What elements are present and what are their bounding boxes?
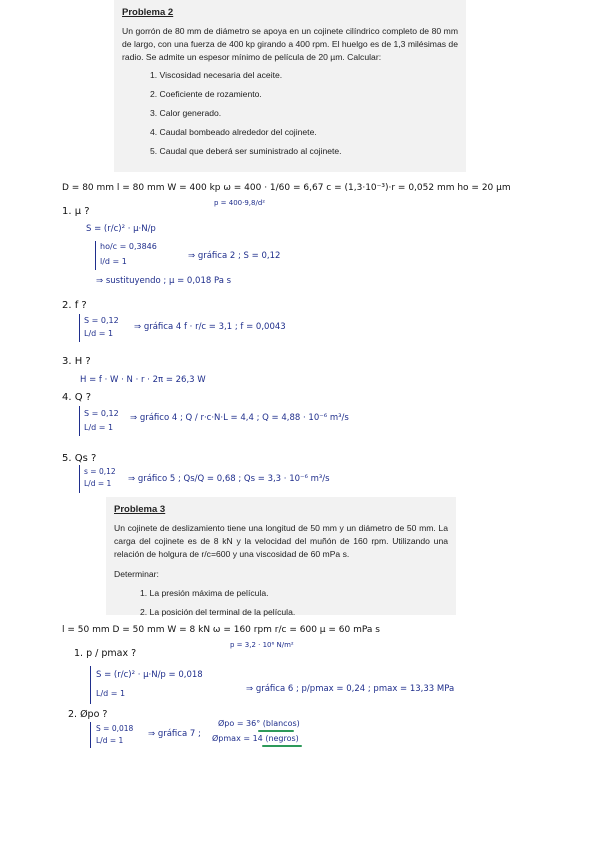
problem2-list [150, 69, 458, 158]
p3-q2-bracket [90, 722, 91, 748]
p3-pressure-note: p = 3,2 · 10⁶ N/m² [230, 641, 294, 649]
p3-q1-cond2: L/d = 1 [96, 689, 126, 698]
p2-q5-heading: 5. Qs ? [62, 453, 97, 464]
p2-q1-result: ⇒ sustituyendo ; µ = 0,018 Pa s [96, 276, 232, 286]
list-item: 1. Viscosidad necesaria del aceite. [150, 70, 283, 80]
p2-q3-heading: 3. H ? [62, 356, 91, 367]
p3-q1-equation: S = (r/c)² · µ·N/p = 0,018 [96, 670, 203, 680]
p2-q2-heading: 2. f ? [62, 300, 87, 311]
list-item: 5. Caudal que deberá ser suministrado al cojinete. [150, 146, 342, 156]
p2-q1-equation: S = (r/c)² · µ·N/p [86, 224, 156, 234]
problem3-list [140, 587, 448, 619]
p2-q4-cond1: S = 0,12 [84, 409, 119, 418]
p2-q5-graph: ⇒ gráfico 5 ; Qs/Q = 0,68 ; Qs = 3,3 · 10⁻⁶ m³/s [128, 474, 330, 484]
problem2-statement: Un gorrón de 80 mm de diámetro se apoya en un cojinete cilíndrico completo de 80 mm de largo, con una fuerza de 400 kp girando a 400 rpm. El huelgo es de 1,3 milésimas de radio. Se admite un espesor mínimo de película de 20 µm. Calcular: [122, 26, 458, 62]
p2-q4-graph: ⇒ gráfico 4 ; Q / r·c·N·L = 4,4 ; Q = 4,88 · 10⁻⁶ m³/s [130, 413, 349, 423]
problem2-title: Problema 2 [122, 7, 174, 18]
p2-q5-bracket [79, 465, 80, 493]
p3-green-underline [262, 745, 302, 747]
p2-q2-cond1: S = 0,12 [84, 316, 119, 325]
p3-q2-graph: ⇒ gráfica 7 ; [148, 729, 201, 739]
problem3-title: Problema 3 [114, 504, 166, 515]
p2-q3-equation: H = f · W · N · r · 2π = 26,3 W [80, 375, 206, 385]
p3-q2-cond1: S = 0,018 [96, 724, 134, 733]
p2-q2-cond2: L/d = 1 [84, 329, 114, 338]
p3-q2-heading: 2. Øpo ? [68, 709, 108, 720]
p3-q2-result-black: Øpmax = 14 (negros) [212, 734, 299, 743]
p2-q2-graph: ⇒ gráfica 4 f · r/c = 3,1 ; f = 0,0043 [134, 322, 286, 332]
list-item: 4. Caudal bombeado alrededor del cojinete. [150, 127, 317, 137]
p2-q5-cond2: L/d = 1 [84, 479, 112, 488]
p3-q1-bracket [90, 666, 91, 704]
p3-green-underline [258, 730, 294, 732]
p2-q5-cond1: s = 0,12 [84, 467, 116, 476]
p3-q1-heading: 1. p / pmax ? [74, 648, 137, 659]
p2-pressure-note: p = 400·9,8/d² [214, 199, 266, 207]
p2-q1-graph: ⇒ gráfica 2 ; S = 0,12 [188, 251, 281, 261]
list-item: 3. Calor generado. [150, 108, 222, 118]
p2-q4-bracket [79, 406, 80, 436]
list-item: 1. La presión máxima de película. [140, 588, 269, 598]
p3-q2-cond2: L/d = 1 [96, 736, 124, 745]
problem2-box [114, 0, 466, 172]
problem3-statement: Un cojinete de deslizamiento tiene una longitud de 50 mm y un diámetro de 50 mm. La carga del cojinete es de 8 kN y la velocidad del muñón de 160 rpm. Utilizando una relación de holgura de r/c=600 y una viscosidad de 60 mPa s. [114, 523, 448, 559]
p2-q2-bracket [79, 314, 80, 342]
problem3-box [106, 497, 456, 615]
list-item: 2. Coeficiente de rozamiento. [150, 89, 262, 99]
p2-q1-heading: 1. µ ? [62, 206, 90, 217]
list-item: 2. La posición del terminal de la película. [140, 607, 296, 617]
p3-q1-graph: ⇒ gráfica 6 ; p/pmax = 0,24 ; pmax = 13,33 MPa [246, 684, 455, 694]
p2-data-line: D = 80 mm l = 80 mm W = 400 kp ω = 400 · 1/60 = 6,67 c = (1,3·10⁻³)·r = 0,052 mm ho = 20 µm [62, 183, 511, 193]
p3-q2-result-white: Øpo = 36° (blancos) [218, 719, 300, 728]
p2-q4-heading: 4. Q ? [62, 392, 92, 403]
problem3-determine: Determinar: [114, 569, 159, 579]
p2-q1-cond2: l/d = 1 [100, 257, 127, 266]
p3-data-line: l = 50 mm D = 50 mm W = 8 kN ω = 160 rpm r/c = 600 µ = 60 mPa s [62, 625, 380, 635]
p2-q4-cond2: L/d = 1 [84, 423, 114, 432]
p2-q1-cond1: ho/c = 0,3846 [100, 242, 157, 251]
p2-q1-bracket [95, 241, 96, 270]
